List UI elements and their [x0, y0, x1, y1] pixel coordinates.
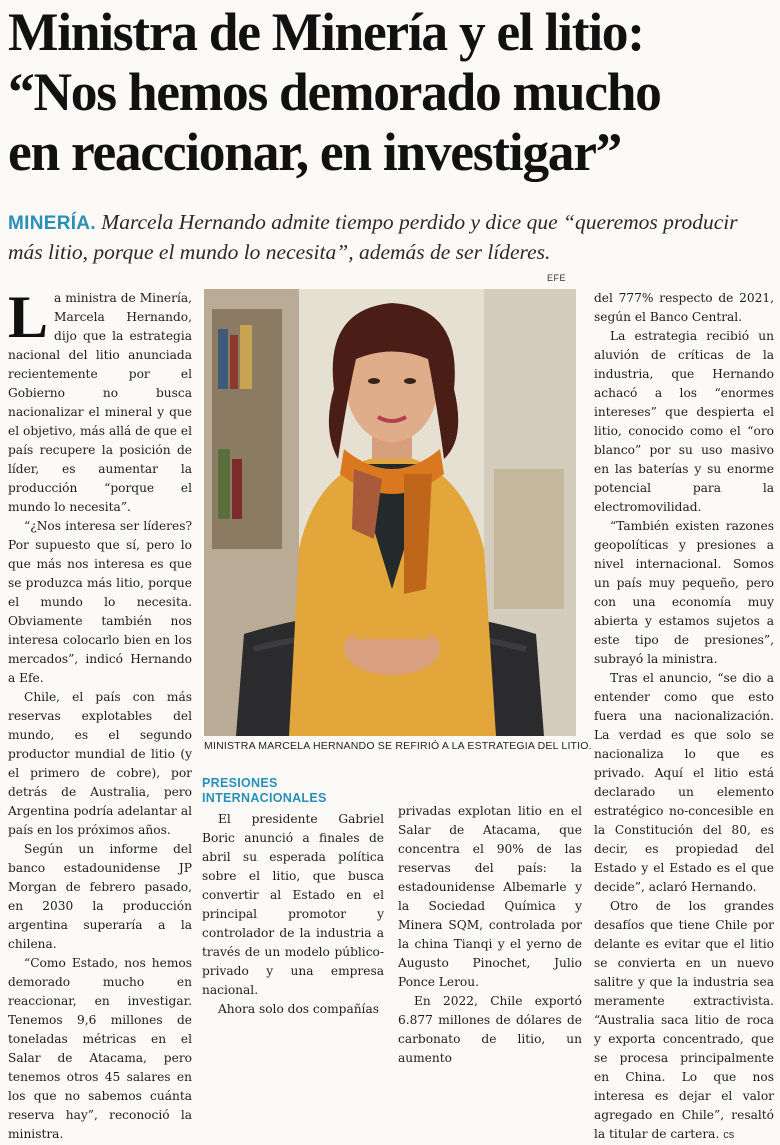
- headline: [8, 2, 776, 182]
- paragraph: La estrategia recibió un aluvión de críticas de la industria, que Hernando achacó a los “enormes intereses” que despierta el litio, conocido como el “oro blanco” por su uso masivo en las baterías y su enorme potencial para la electromovilidad.: [594, 329, 774, 514]
- paragraph: Ahora solo dos compañías: [218, 1002, 379, 1016]
- article-column-2: [202, 776, 384, 1019]
- paragraph: El presidente Gabriel Boric anunció a finales de abril su esperada política sobre el litio, que busca convertir al Estado en el principal promotor y controlador de la industria a través de un modelo público-privado y una empresa nacional.: [202, 812, 384, 997]
- photo-caption: MINISTRA MARCELA HERNANDO SE REFIRIÓ A LA ESTRATEGIA DEL LITIO.: [204, 740, 592, 752]
- paragraph: “También existen razones geopolíticas y presiones a nivel internacional. Somos un país muy pequeño, pero con una economía muy abierta y estamos sujetos a este tipo de presiones”, subrayó la ministra.: [594, 519, 774, 666]
- paragraph: “Como Estado, nos hemos demorado mucho en reaccionar, en investigar. Tenemos 9,6 millones de toneladas métricas en el Salar de Atacama, pero tenemos otros 45 salares en los que no sabemos cuánta reserva hay”, reconoció la ministra.: [8, 956, 192, 1141]
- minister-photo: [204, 289, 576, 736]
- end-mark: cs: [723, 1129, 735, 1141]
- deck-text: Marcela Hernando admite tiempo perdido y dice que “queremos producir más litio, porque el mundo lo necesita”, además de ser líderes.: [8, 210, 738, 264]
- subhead: PRESIONES INTERNACIONALES: [202, 776, 327, 805]
- paragraph: Según un informe del banco estadounidense JP Morgan de febrero pasado, en 2030 la producción argentina superaría a la chilena.: [8, 842, 192, 951]
- paragraph: Tras el anuncio, “se dio a entender como que esto fuera una nacionalización. La verdad es que solo se nacionaliza lo que es privado. Aquí el litio está declarado un elemento estratégico no-concesible en la Constitución del 80, es decir, es propiedad del Estado y el Estado es el que decide”, aclaró Hernando.: [594, 671, 774, 894]
- photo-credit: EFE: [546, 273, 566, 283]
- article-column-3: [398, 802, 582, 1068]
- paragraph: La ministra de Minería, Marcela Hernando, dijo que la estrategia nacional del litio anunciada recientemente por el Gobierno no busca nacionalizar el mineral y que el objetivo, más allá de que el país recupere la posición de líder, es aumentar la producción “porque el mundo lo necesita”.: [8, 284, 192, 514]
- paragraph: Otro de los grandes desafíos que tiene Chile por delante es evitar que el litio se convierta en un nuevo salitre y que la industria sea meramente extractivista. “Australia saca litio de roca y exporta concentrado, que se procesa principalmente en China. Lo que nos interesa es dejar el valor agregado en Chile”, resaltó la titular de cartera. cs: [594, 899, 774, 1141]
- section-kicker: MINERÍA.: [8, 213, 96, 234]
- portrait-illustration: [204, 289, 576, 736]
- headline-line-3: en reaccionar, en investigar”: [8, 122, 622, 182]
- paragraph: del 777% respecto de 2021, según el Banco Central.: [594, 291, 774, 324]
- deck: [8, 208, 776, 266]
- article-column-1: [8, 284, 192, 1144]
- headline-line-1: Ministra de Minería y el litio:: [8, 2, 644, 62]
- paragraph: “¿Nos interesa ser líderes? Por supuesto que sí, pero lo que más nos interesa es que se produzca más litio, porque el mundo lo necesita. Obviamente también nos interesa colocarlo bien en los mercados”, indicó Hernando a Efe.: [8, 519, 192, 685]
- article-column-4: [594, 289, 774, 1145]
- headline-line-2: “Nos hemos demorado mucho: [8, 62, 661, 122]
- paragraph: En 2022, Chile exportó 6.877 millones de dólares de carbonato de litio, un aumento: [398, 994, 582, 1065]
- paragraph: Chile, el país con más reservas explotables del mundo, es el segundo productor mundial de litio (y el primero de cobre), por detrás de Australia, pero Argentina podría adelantar al país en los próximos años.: [8, 690, 192, 837]
- drop-cap: L: [8, 284, 49, 350]
- paragraph: privadas explotan litio en el Salar de Atacama, que concentra el 90% de las reservas del país: la estadounidense Albemarle y la Sociedad Química y Minera SQM, controlada por la china Tianqi y el yerno de Augusto Pinochet, Julio Ponce Lerou.: [398, 804, 582, 989]
